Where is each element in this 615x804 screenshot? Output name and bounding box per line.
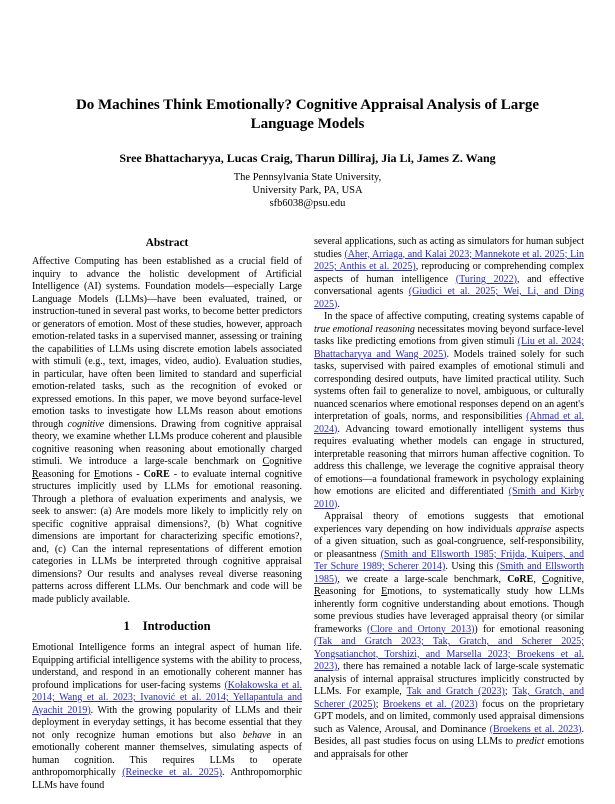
text-segment: . Using this: [445, 561, 497, 572]
text-segment: CoRE: [507, 573, 534, 585]
text-segment: E: [381, 586, 388, 597]
text-segment: focus on the proprietary GPT models, and on limited, commonly used appraisal dimensions such as Valence, Arousal, and Dominance: [314, 698, 584, 735]
text-segment: R: [32, 468, 39, 480]
text-segment: . Besides, all past studies focus on using LLMs to: [314, 723, 584, 747]
left-column: [32, 236, 302, 792]
text-segment: aspects of a given situation, such as goal-congruence, self-responsibility, or pleasantness: [314, 523, 584, 560]
citation-link[interactable]: (Ahmad et al. 2024): [314, 411, 584, 435]
text-segment: appraise: [516, 523, 552, 535]
text-segment: several applications, such as acting as simulators for human subject studies: [314, 236, 584, 260]
text-segment: Affective Computing has been established as a crucial field of inquiry to advance the holistic development of Artificial Intelligence (AI) systems. Foundation models—especially Large Language Models (LLMs)—have been evaluated, trained, or instruction-tuned in several past works, to become better predictors or generators of emotion. Most of these studies, however, approach emotion-related tasks in a supervised manner, assessing or training the capabilities of LLMs using discrete emotion labels associated with stimuli (e.g., text, images, video, audio). Evaluation studies, in particular, have often been limited to standard and superficial emotion-related tasks, such as the recognition of evoked or expressed emotions. In this paper, we move beyond surface-level emotion tasks to investigate how LLMs reason about emotions through: [32, 256, 302, 430]
text-segment: necessitates moving beyond surface-level tasks like predicting emotions from given stimuli: [314, 323, 585, 347]
citation-link[interactable]: (Reinecke et al. 2025): [122, 767, 223, 778]
text-segment: - to evaluate internal cognitive structures implicitly used by LLMs for emotional reasoning. Through a plethora of evaluation experiments and analysis, we seek to answer: (a) Are models more likely to implicitly rely on specific cognitive appraisal dimensions?, (b) What cognitive dimensions are important for characterizing specific emotions?, and, (c) Can the internal representations of different emotion categories in LLMs be interpreted through cognitive appraisal dimensions? Our results and analyses reveal diverse reasoning patterns across different LLMs. Our benchmark and code will be made publicly available.: [32, 468, 302, 605]
text-segment: ognitive,: [548, 573, 585, 585]
citation-link[interactable]: (Smith and Ellsworth 1985): [314, 561, 585, 585]
citation-link[interactable]: (Broekens et al. 2023): [489, 723, 582, 735]
affiliation-line-1: The Pennsylvania State University,: [233, 172, 382, 183]
abstract-text: [32, 256, 302, 606]
citation-link[interactable]: (Liu et al. 2024; Bhattacharyya and Wang 2025): [314, 336, 584, 360]
section-title: Introduction: [142, 619, 211, 633]
text-segment: , and effective conversational agents: [314, 273, 584, 297]
text-segment: , there has remained a notable lack of large-scale systematic analysis of internal appraisal structures implicitly constructed by LLMs. For example,: [314, 661, 584, 697]
text-segment: motions -: [100, 468, 144, 480]
text-segment: , reproducing or comprehending complex aspects of human intelligence: [314, 261, 584, 285]
text-segment: predict: [516, 736, 545, 747]
text-segment: ) for emotional reasoning: [474, 623, 585, 635]
citation-link[interactable]: (Aher, Arriaga, and Kalai 2023; Mannekote et al. 2025; Lin 2025; Anthis et al. 2025): [314, 248, 584, 272]
right-paragraph-3: [314, 511, 584, 761]
text-segment: cognitive: [67, 418, 105, 430]
citation-link[interactable]: Broekens et al. (2023): [382, 698, 478, 710]
text-segment: . With the growing popularity of LLMs and their deployment in everyday settings, it has become essential that they not only recognize human emotions but also: [32, 704, 302, 741]
section-heading-introduction: [32, 619, 302, 634]
text-segment: emotions and appraisals for other: [314, 736, 584, 760]
text-segment: easoning for: [38, 468, 94, 480]
text-segment: in an emotionally coherent manner themselves, simulating aspects of human cognition. This requires LLMs to operate anthropomorphically: [32, 729, 303, 778]
right-paragraph-1: [314, 236, 584, 311]
citation-link[interactable]: (Smith and Kirby 2010): [314, 486, 585, 510]
citation-link[interactable]: Tak and Gratch (2023): [406, 686, 505, 697]
paper-title: Do Machines Think Emotionally? Cognitive Appraisal Analysis of Large Language Models: [75, 97, 540, 132]
text-segment: behave: [242, 729, 271, 741]
text-segment: . Advancing toward emotionally intelligent systems thus requires evaluating whether models can engage in structured, interpretable reasoning that mirrors human affective cognition. To address this challenge, we leverage the cognitive appraisal theory of emotions—a foundational framework in psychology explaining how emotions are elicited and differentiated: [314, 423, 584, 497]
citation-link[interactable]: (Kołakowska et al. 2014; Wang et al. 2023; Ivanović et al. 2014; Yellapantula and Ayachit 2019): [32, 679, 302, 716]
text-segment: In the space of affective computing, creating systems capable of: [324, 311, 584, 322]
text-segment: ;: [504, 686, 513, 697]
text-segment: , we create a large-scale benchmark,: [337, 573, 508, 585]
text-segment: E: [93, 468, 101, 480]
author-email: sfb6038@psu.edu: [269, 198, 346, 209]
text-segment: C: [542, 573, 549, 585]
text-segment: Emotional Intelligence forms an integral aspect of human life. Equipping artificial intelligence systems with the ability to process, understand, and respond in an emotionally coherent manner has profound implications for user-facing systems: [32, 642, 302, 691]
citation-link[interactable]: (Turing 2022): [455, 273, 517, 285]
text-segment: true emotional reasoning: [314, 323, 415, 335]
text-segment: ognitive: [269, 456, 302, 467]
paper-authors: Sree Bhattacharyya, Lucas Craig, Tharun Dilliraj, Jia Li, James Z. Wang: [119, 151, 496, 165]
affiliation-line-2: University Park, PA, USA: [252, 185, 363, 196]
intro-paragraph-1: [32, 642, 302, 792]
citation-link[interactable]: Tak, Gratch, and Scherer (2025): [314, 686, 584, 710]
abstract-heading: Abstract: [145, 237, 189, 249]
paper-header: [0, 96, 615, 210]
text-segment: easoning for: [320, 586, 382, 597]
text-segment: . Models trained solely for such tasks, supervised with paired examples of emotional stimuli and corresponding desired outputs, have limited practical utility. Such systems often fail to generalize to novel, ambiguous, or culturally nuanced scenarios where emotional responses depend on an agent's interpretation of goals, norms, and responsibilities: [314, 348, 584, 422]
text-segment: ;: [375, 698, 383, 710]
citation-link[interactable]: (Clore and Ortony 2013): [367, 623, 475, 635]
text-segment: . Anthropomorphic LLMs have found: [32, 767, 302, 791]
text-segment: motions, to systematically study how LLMs inherently form cognitive understanding about emotions. Though some previous studies have leveraged appraisal theory (or similar frameworks: [314, 586, 584, 635]
text-segment: CoRE: [143, 468, 170, 480]
citation-link[interactable]: (Smith and Ellsworth 1985; Frijda, Kuipers, and Ter Schure 1989; Scherer 2014): [314, 548, 584, 572]
text-segment: R: [314, 586, 321, 597]
right-paragraph-2: [314, 311, 584, 511]
right-column: [314, 236, 584, 761]
section-number: 1: [123, 619, 130, 633]
text-segment: Appraisal theory of emotions suggests that emotional experiences vary depending on how individuals: [314, 511, 584, 535]
text-segment: ,: [533, 573, 543, 585]
citation-link[interactable]: (Giudici et al. 2025; Wei, Li, and Ding 2025): [314, 286, 585, 310]
text-segment: C: [262, 456, 270, 467]
text-segment: .: [337, 498, 340, 510]
citation-link[interactable]: (Tak and Gratch 2023; Tak, Gratch, and Scherer 2025; Yongsatianchot, Torshizi, and Marsella 2023; Broekens et al. 2023): [314, 636, 584, 672]
text-segment: .: [337, 298, 340, 310]
text-segment: dimensions. Drawing from cognitive appraisal theory, we examine whether LLMs produce coherent and plausible cognitive reasoning when reasoning about emotionally charged stimuli. We introduce a large-scale benchmark on: [32, 418, 302, 467]
